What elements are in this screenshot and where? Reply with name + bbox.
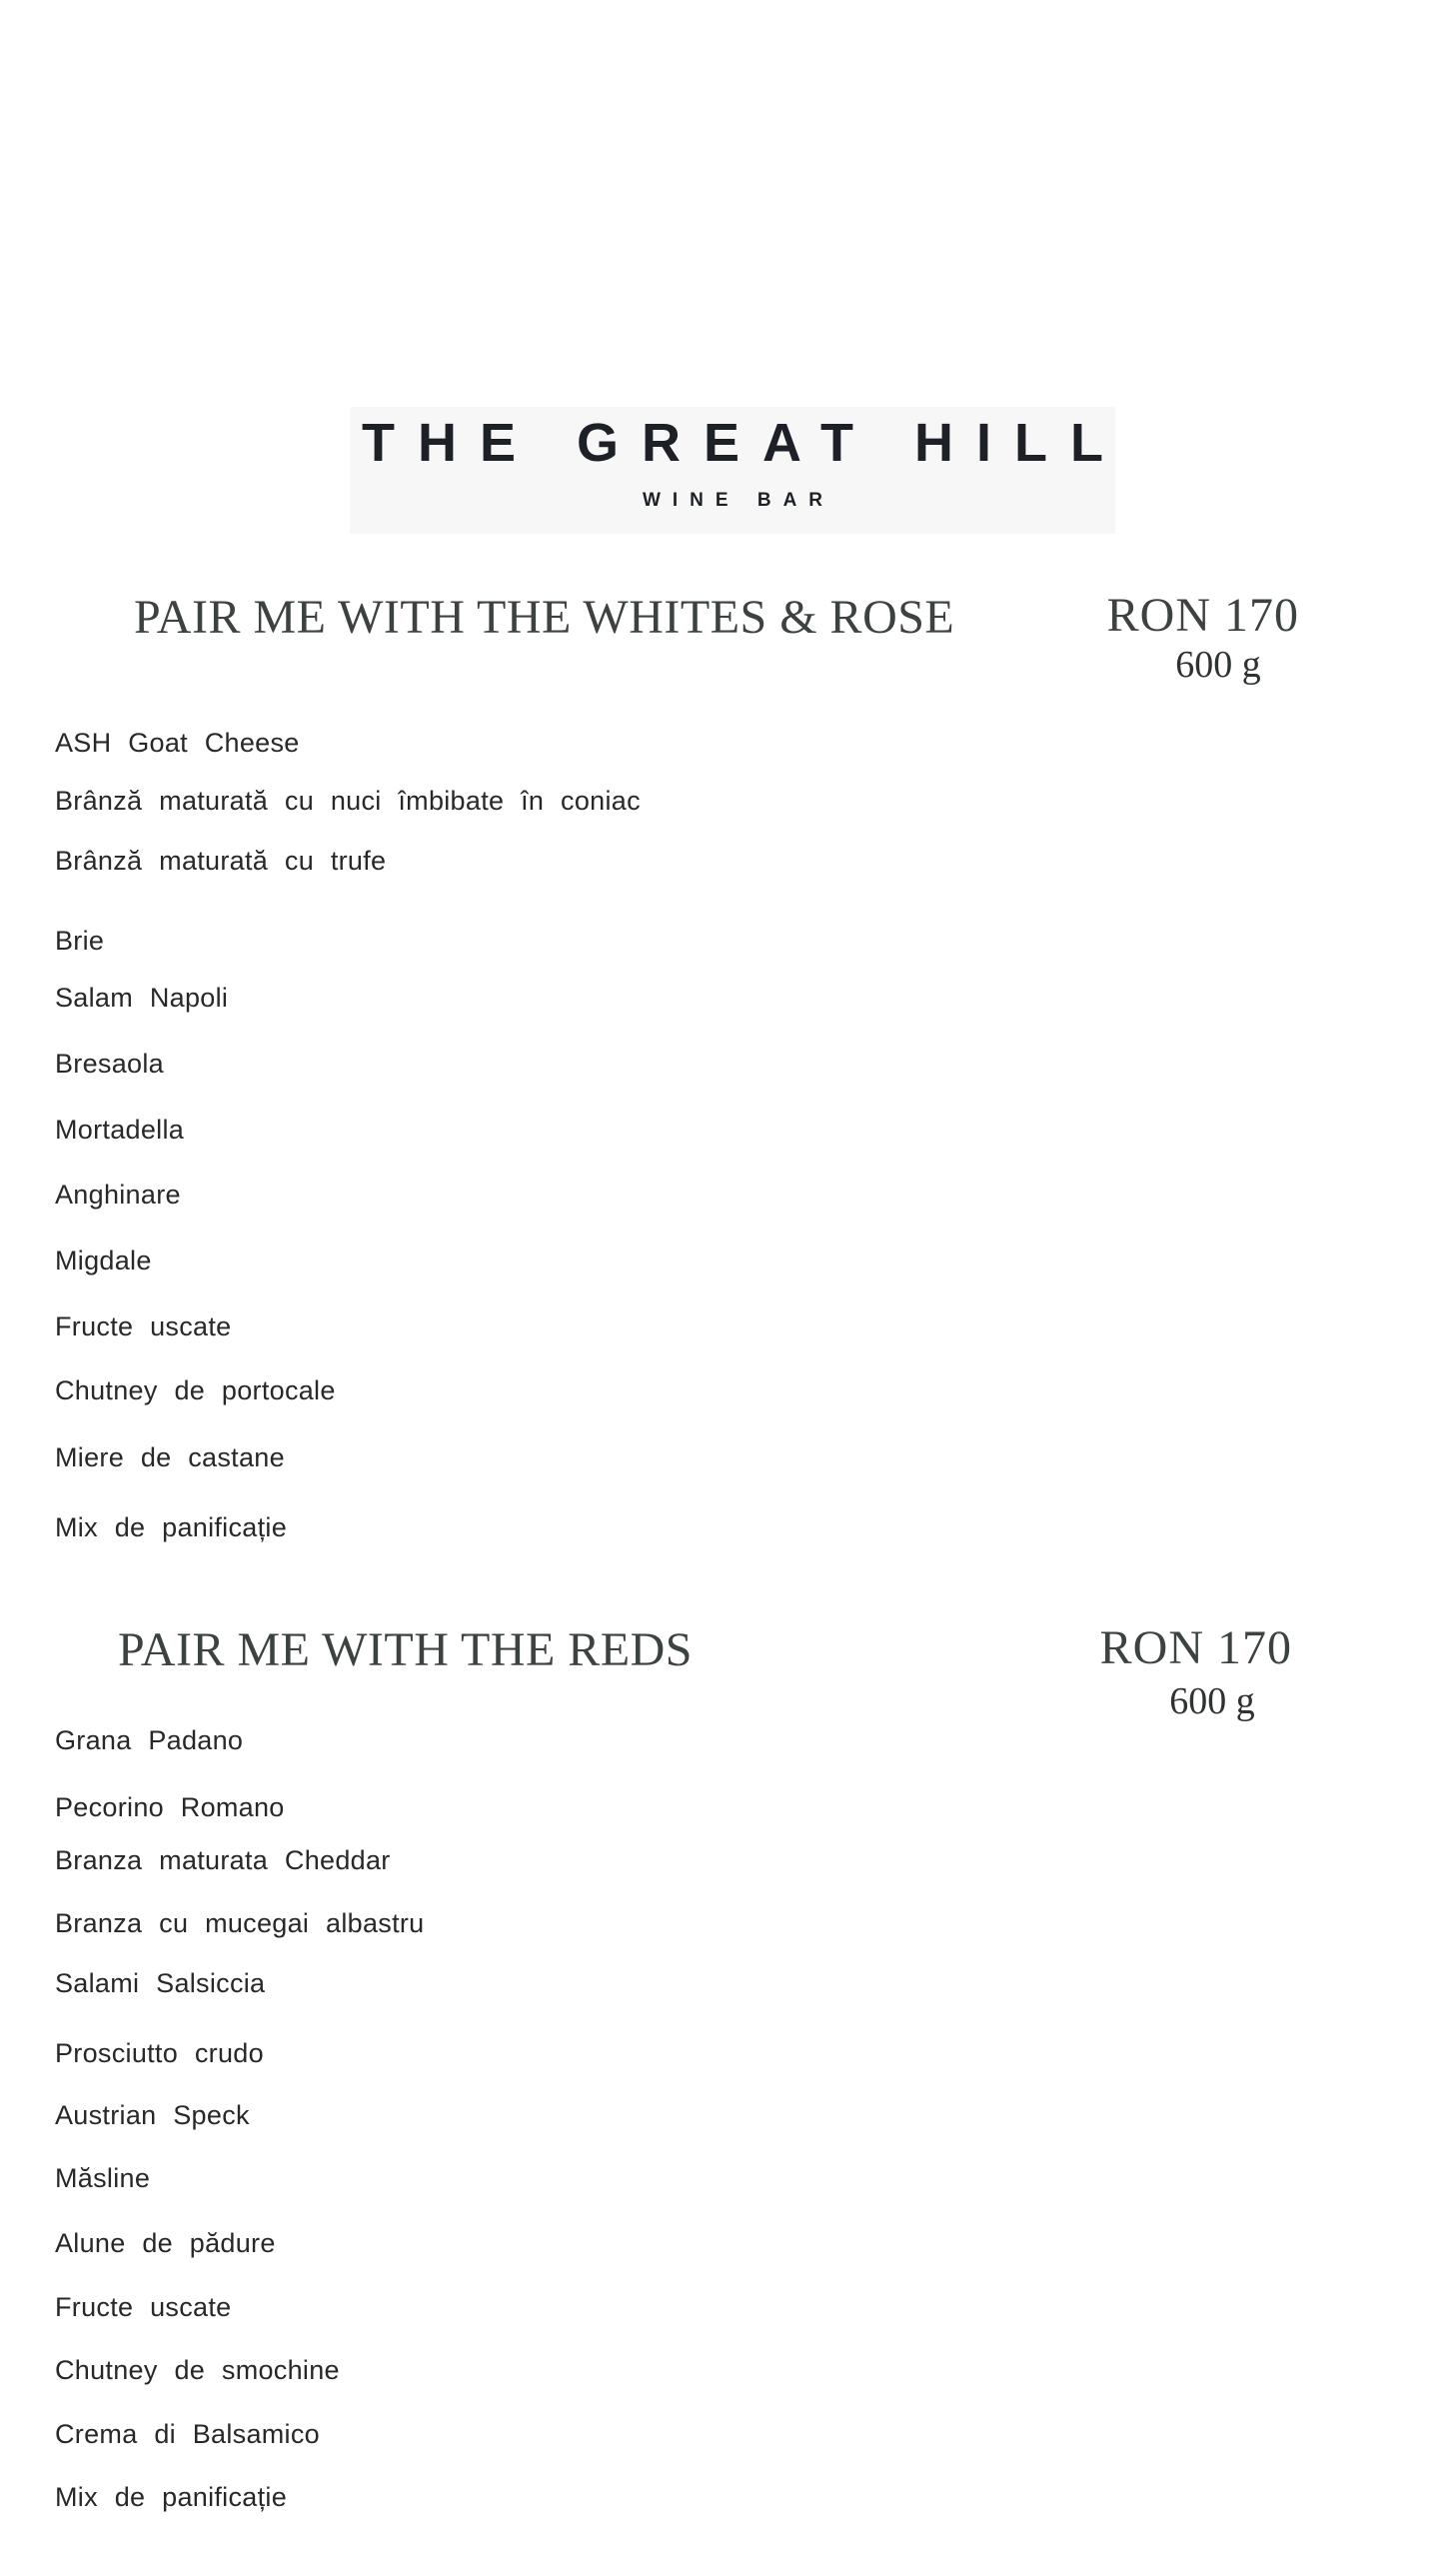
- menu-item: Alune de pădure: [55, 2228, 276, 2258]
- section-weight-reds: 600 g: [1169, 1680, 1255, 1722]
- menu-item: Chutney de smochine: [55, 2355, 340, 2385]
- menu-item: Austrian Speck: [55, 2100, 250, 2130]
- section-title-reds: PAIR ME WITH THE REDS: [118, 1623, 693, 1676]
- logo-title: THE GREAT HILL: [362, 413, 1126, 473]
- menu-item: Grana Padano: [55, 1725, 244, 1755]
- menu-item: Branza maturata Cheddar: [55, 1845, 391, 1875]
- menu-item: Mortadella: [55, 1115, 185, 1145]
- menu-item: Fructe uscate: [55, 1311, 232, 1341]
- menu-item: Migdale: [55, 1246, 152, 1276]
- menu-item: Brânză maturată cu trufe: [55, 846, 387, 876]
- menu-item: ASH Goat Cheese: [55, 728, 300, 758]
- menu-item: Brie: [55, 926, 105, 956]
- menu-item: Mix de panificație: [55, 2482, 288, 2512]
- menu-item: Fructe uscate: [55, 2292, 232, 2322]
- menu-item: Crema di Balsamico: [55, 2419, 320, 2449]
- menu-item: Brânză maturată cu nuci îmbibate în coniac: [55, 786, 641, 816]
- menu-item: Miere de castane: [55, 1442, 285, 1472]
- menu-item: Bresaola: [55, 1049, 164, 1079]
- menu-item: Chutney de portocale: [55, 1375, 336, 1405]
- menu-item: Măsline: [55, 2163, 151, 2193]
- logo-subtitle: WINE BAR: [642, 490, 835, 511]
- menu-item: Salami Salsiccia: [55, 1968, 266, 1998]
- logo: [350, 407, 1126, 534]
- menu-item: Anghinare: [55, 1180, 181, 1210]
- menu-item: Pecorino Romano: [55, 1792, 285, 1822]
- section-price-whites-rose: RON 170: [1106, 589, 1299, 642]
- menu-item: Salam Napoli: [55, 983, 229, 1013]
- section-price-reds: RON 170: [1099, 1621, 1292, 1674]
- section-weight-whites-rose: 600 g: [1175, 644, 1261, 686]
- menu-item: Branza cu mucegai albastru: [55, 1908, 425, 1938]
- section-title-whites-rose: PAIR ME WITH THE WHITES & ROSE: [134, 591, 955, 644]
- menu-item: Prosciutto crudo: [55, 2038, 264, 2068]
- menu-item: Mix de panificație: [55, 1512, 288, 1542]
